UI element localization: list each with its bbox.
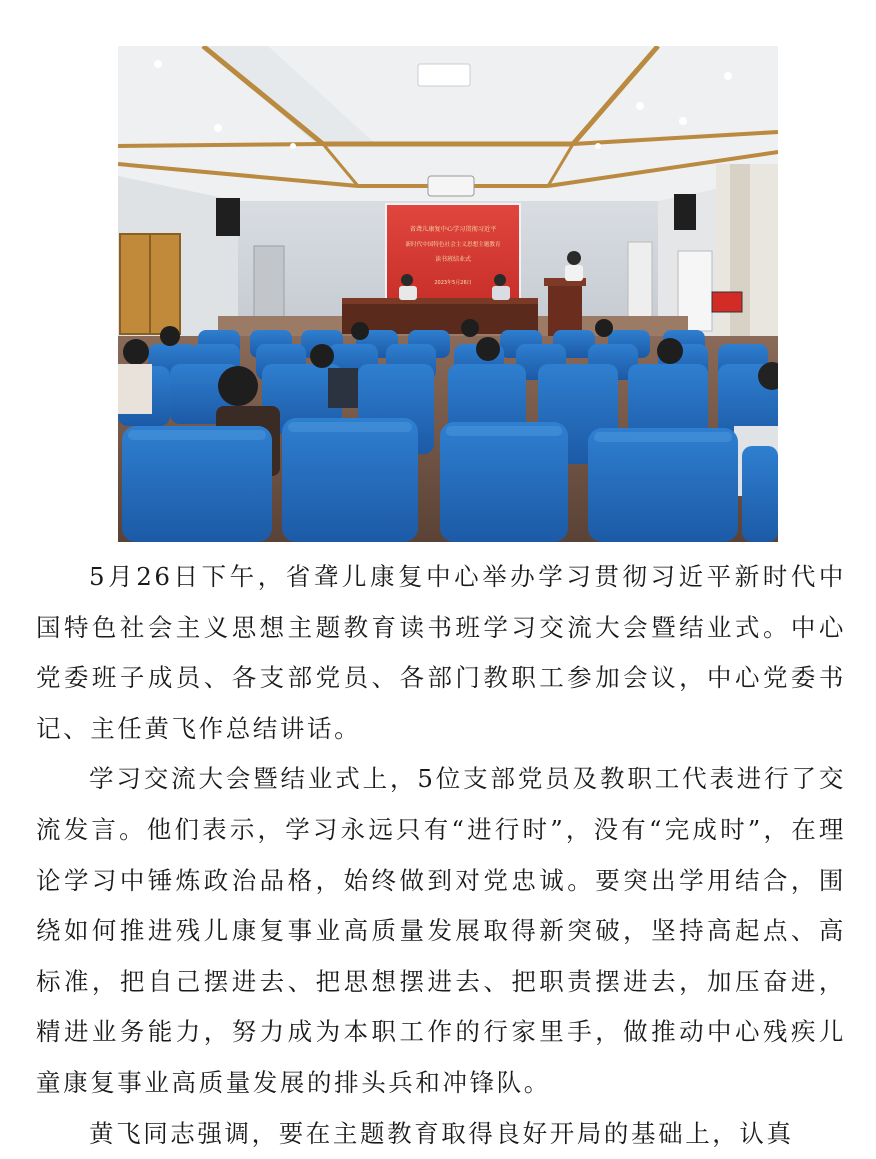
screen-line-2: 新时代中国特色社会主义思想主题教育 [405,242,501,248]
meeting-photo [118,46,778,542]
article-paragraph: 学习交流大会暨结业式上，5位支部党员及教职工代表进行了交流发言。他们表示，学习永远只有“进行时”，没有“完成时”，在理论学习中锤炼政治品格，始终做到对党忠诚。要突出学用结合，围绕如何推进残儿康复事业高质量发展取得新突破，坚持高起点、高标准，把自己摆进去、把思想摆进去、把职责摆进去，加压奋进，精进业务能力，努力成为本职工作的行家里手，做推动中心残疾儿童康复事业高质量发展的排头兵和冲锋队。 [36,764,846,1097]
article-paragraph: 黄飞同志强调，要在主题教育取得良好开局的基础上，认真 [89,1118,794,1148]
screen-date: 2023年5月26日 [434,280,472,286]
screen-line-1: 省聋儿康复中心学习贯彻习近平 [409,226,497,233]
screen-line-3: 读书班结业式 [434,256,472,263]
article-paragraph: 5月26日下午，省聋儿康复中心举办学习贯彻习近平新时代中国特色社会主义思想主题教育读书班学习交流大会暨结业式。中心党委班子成员、各支部党员、各部门教职工参加会议，中心党委书记、主任黄飞作总结讲话。 [36,562,846,743]
article-body [36,552,846,1159]
